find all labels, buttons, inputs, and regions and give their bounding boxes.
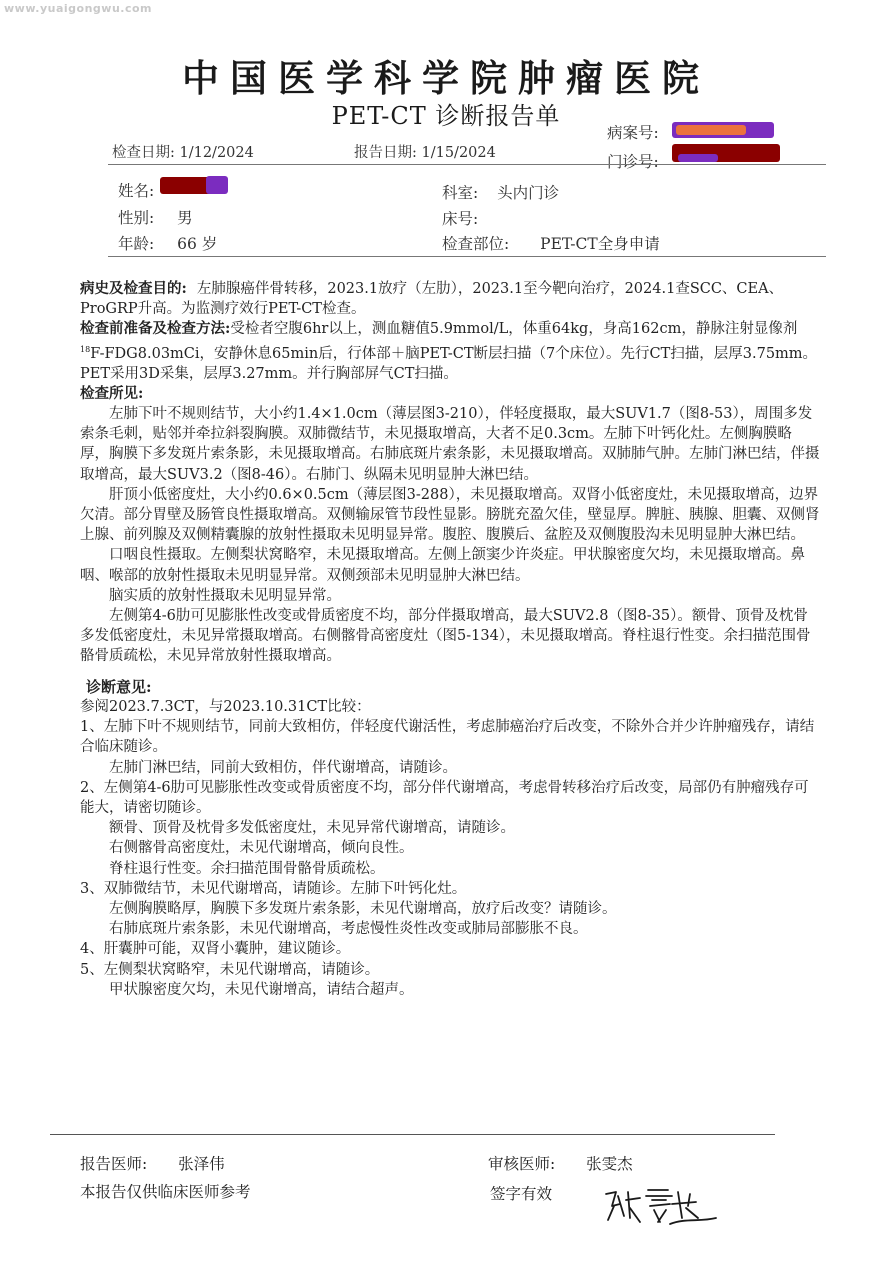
report-date [354, 141, 496, 162]
diagnosis-line: 额骨、顶骨及枕骨多发低密度灶，未见异常代谢增高，请随诊。 [109, 820, 515, 837]
age-value: 66 岁 [177, 235, 218, 253]
patient-name-label: 姓名: [118, 182, 155, 200]
diagnosis-line: 右肺底斑片索条影，未见代谢增高，考虑慢性炎性改变或肺局部膨胀不良。 [109, 921, 588, 938]
diagnosis-line: 3、双肺微结节，未见代谢增高，请随诊。左肺下叶钙化灶。 [80, 880, 467, 897]
diagnosis-label: 诊断意见: [86, 677, 152, 696]
handwritten-signature [600, 1182, 720, 1228]
findings-paragraph: 脑实质的放射性摄取未见明显异常。 [109, 587, 341, 604]
header-divider [108, 164, 826, 165]
diagnosis-line: 甲状腺密度欠均，未见代谢增高，请结合超声。 [109, 981, 414, 998]
redaction-case-number-overlay [676, 125, 746, 135]
exam-date [112, 141, 254, 162]
bed-number [442, 207, 478, 229]
report-date-label: 报告日期: [354, 145, 417, 161]
findings-paragraph: 左肺下叶不规则结节，大小约1.4×1.0cm（薄层图3-210），伴轻度摄取，最大SUV1.7（图8-53），周围多发索条毛刺，贴邻并牵拉斜裂胸膜。双肺微结节，未见摄取增高，大者不足0.3cm。左肺下叶钙化灶。左侧胸膜略厚，胸膜下多发斑片索条影，未见摄取增高。右肺底斑片索条影，未见摄取增高。双肺肺气肿。左肺门淋巴结，伴摄取增高，最大SUV3.2（图8-46）。右肺门、纵隔未见明显肿大淋巴结。 [80, 406, 820, 483]
diagnosis-line: 参阅2023.7.3CT，与2023.10.31CT比较： [80, 698, 371, 715]
dept-value: 头内门诊 [497, 184, 560, 202]
reviewer [488, 1152, 633, 1174]
diagnosis-line: 2、左侧第4-6肋可见膨胀性改变或骨质密度不均，部分伴代谢增高，考虑骨转移治疗后改变，局部仍有肿瘤残存可能大，请密切随诊。 [80, 779, 809, 816]
diagnosis-line: 1、左肺下叶不规则结节，同前大致相仿，伴轻度代谢活性，考虑肺癌治疗后改变，不除外合并少许肿瘤残存，请结合临床随诊。 [80, 719, 815, 756]
prep-text-a: 受检者空腹6hr以上，测血糖值5.9mmol/L，体重64kg，身高162cm，静脉注射显像剂 [230, 321, 798, 338]
footer-divider [50, 1134, 775, 1135]
history-label: 病史及检查目的: [80, 280, 187, 297]
redaction-outpatient-number-overlay [678, 154, 718, 162]
age-label: 年龄: [118, 235, 155, 253]
history-text: 左肺腺癌伴骨转移，2023.1放疗（左肋），2023.1至今靶向治疗，2024.1查SCC、CEA、ProGRP升高。为监测疗效行PET-CT检查。 [80, 281, 784, 318]
signature-note: 签字有效 [490, 1185, 553, 1203]
doctor-label: 报告医师: [80, 1155, 148, 1173]
outpatient-number-label: 门诊号: [607, 153, 659, 171]
gender-label: 性别: [118, 209, 155, 227]
case-number-label: 病案号: [607, 124, 659, 142]
exam-site [442, 232, 660, 254]
bed-label: 床号: [442, 210, 479, 228]
report-body [80, 279, 820, 1000]
diagnosis-line: 左侧胸膜略厚，胸膜下多发斑片索条影，未见代谢增高，放疗后改变？请随诊。 [109, 900, 617, 917]
patient-gender [118, 206, 193, 228]
hospital-name: 中国医学科学院肿瘤医院 [182, 56, 710, 100]
report-doctor [80, 1152, 225, 1174]
watermark: www.yuaigongwu.com [4, 2, 153, 15]
findings-paragraph: 口咽良性摄取。左侧梨状窝略窄，未见摄取增高。左侧上颌窦少许炎症。甲状腺密度欠均，未见摄取增高。鼻咽、喉部的放射性摄取未见明显异常。双侧颈部未见明显肿大淋巴结。 [80, 547, 805, 584]
department [442, 181, 559, 203]
prep-label: 检查前准备及检查方法: [80, 320, 231, 338]
exam-date-label: 检查日期: [112, 145, 175, 161]
diagnosis-line: 右侧髂骨高密度灶，未见代谢增高，倾向良性。 [109, 840, 414, 857]
diagnosis-list [80, 697, 820, 1000]
diagnosis-line: 4、肝囊肿可能，双肾小囊肿，建议随诊。 [80, 941, 351, 958]
diagnosis-line: 脊柱退行性变。余扫描范围骨骼骨质疏松。 [109, 860, 385, 877]
findings-paragraph: 肝顶小低密度灶，大小约0.6×0.5cm（薄层图3-288），未见摄取增高。双肾小低密度灶，未见摄取增高，边界欠清。部分胃壁及肠管良性摄取增高。双侧输尿管节段性显影。膀胱充盈欠佳，壁显厚。脾脏、胰腺、胆囊、双侧肾上腺、前列腺及双侧精囊腺的放射性摄取未见明显异常。腹腔、腹膜后、盆腔及双侧腹股沟未见明显肿大淋巴结。 [80, 486, 820, 544]
patient-age [118, 232, 217, 254]
diagnosis-line: 5、左侧梨状窝略窄，未见代谢增高，请随诊。 [80, 961, 380, 978]
exam-site-value: PET-CT全身申请 [540, 235, 660, 253]
history-section [80, 279, 820, 319]
report-date-value: 1/15/2024 [421, 145, 496, 161]
disclaimer: 本报告仅供临床医师参考 [80, 1183, 251, 1201]
reviewer-label: 审核医师: [488, 1155, 556, 1173]
exam-date-value: 1/12/2024 [179, 145, 254, 161]
prep-text-b: F-FDG8.03mCi，安静休息65min后，行体部＋脑PET-CT断层扫描（7个床位）。先行CT扫描，层厚3.75mm。PET采用3D采集，层厚3.27mm。并行胸部屏气CT扫描。 [80, 345, 818, 382]
diagnosis-line: 左肺门淋巴结，同前大致相仿，伴代谢增高，请随诊。 [109, 759, 457, 776]
report-title: PET-CT 诊断报告单 [331, 102, 561, 130]
exam-site-label: 检查部位: [442, 235, 510, 253]
gender-value: 男 [177, 209, 193, 227]
prep-section [80, 319, 820, 383]
doctor-name: 张泽伟 [178, 1155, 225, 1173]
reviewer-name: 张雯杰 [586, 1155, 633, 1173]
findings-label: 检查所见: [80, 384, 144, 402]
patient-divider [108, 256, 826, 257]
redaction-patient-name-overlay [206, 176, 228, 194]
prep-isotope-sup: 18 [80, 344, 91, 354]
findings-paragraph: 左侧第4-6肋可见膨胀性改变或骨质密度不均，部分伴摄取增高，最大SUV2.8（图8-35）。额骨、顶骨及枕骨多发低密度灶，未见异常摄取增高。右侧髂骨高密度灶（图5-134），未见摄取增高。脊柱退行性变。余扫描范围骨骼骨质疏松，未见异常放射性摄取增高。 [80, 608, 811, 665]
dept-label: 科室: [442, 184, 479, 202]
